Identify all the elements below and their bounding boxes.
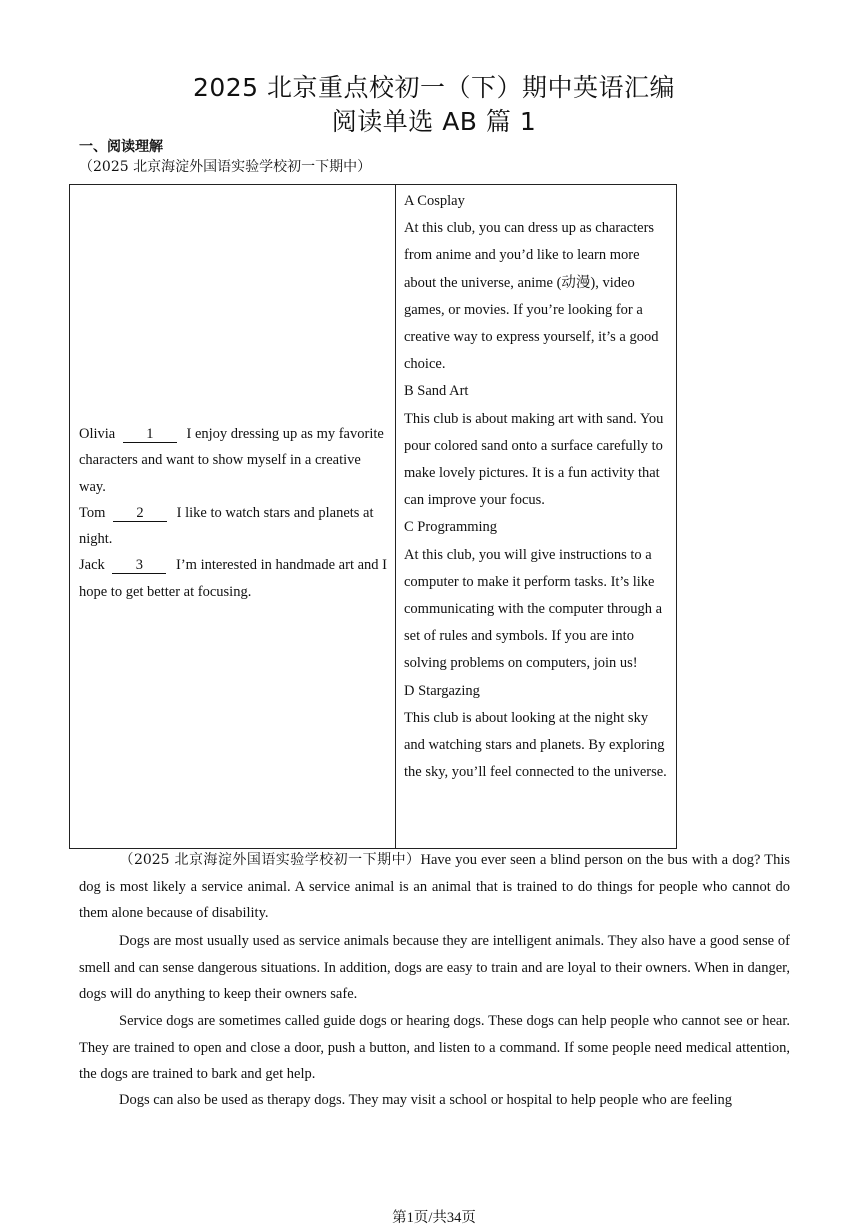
clubs-column bbox=[404, 188, 672, 786]
document-title-line1: 2025 北京重点校初一（下）期中英语汇编 bbox=[192, 73, 676, 102]
answer-blank: 3 bbox=[112, 557, 166, 574]
person-name: Olivia bbox=[79, 426, 116, 442]
club-heading: C Programming bbox=[404, 519, 498, 536]
club-heading: D Stargazing bbox=[404, 682, 480, 699]
answer-blank: 1 bbox=[123, 426, 177, 443]
document-title-line2: 阅读单选 AB 篇 1 bbox=[331, 107, 537, 136]
passage-source: （2025 北京海淀外国语实验学校初一下期中） bbox=[119, 852, 421, 868]
person-statement: I like to watch stars and planets at night. bbox=[79, 504, 374, 548]
club-entry bbox=[404, 188, 672, 378]
matching-table bbox=[69, 184, 677, 849]
person-entry bbox=[79, 421, 389, 500]
person-entry bbox=[79, 552, 389, 605]
passage-paragraph bbox=[79, 847, 790, 927]
people-column bbox=[79, 421, 389, 605]
club-entry bbox=[404, 514, 672, 677]
passage-paragraph bbox=[79, 1087, 790, 1114]
person-name: Tom bbox=[79, 504, 106, 521]
club-description: This club is about making art with sand. You pour colored sand onto a surface carefully to make lovely pictures. It is a fun activity that can improve your focus. bbox=[404, 410, 664, 509]
person-entry bbox=[79, 500, 389, 553]
person-statement: I’m interested in handmade art and I hope to get better at focusing. bbox=[79, 557, 387, 600]
question-source: （2025 北京海淀外国语实验学校初一下期中） bbox=[79, 159, 372, 175]
page-number: 第1页/共34页 bbox=[392, 1210, 476, 1226]
club-heading: A Cosplay bbox=[404, 193, 465, 209]
table-divider bbox=[395, 185, 396, 848]
club-heading: B Sand Art bbox=[404, 383, 469, 400]
club-description: At this club, you can dress up as characters from anime and you’d like to learn more about the universe, anime (动漫), video games, or movies. If you’re looking for a creative way to express yourself, it’s a good choice. bbox=[404, 220, 659, 373]
club-description: This club is about looking at the night sky and watching stars and planets. By exploring the sky, you’ll feel connected to the universe. bbox=[404, 709, 667, 781]
answer-blank: 2 bbox=[113, 505, 167, 522]
paragraph-text: Dogs can also be used as therapy dogs. They may visit a school or hospital to help people who are feeling bbox=[119, 1092, 733, 1108]
paragraph-text: Service dogs are sometimes called guide dogs or hearing dogs. These dogs can help people who cannot see or hear. They are trained to open and close a door, push a button, and listen to a command. If some people need medical attention, the dogs are trained to bark and get help. bbox=[79, 1013, 790, 1082]
club-entry bbox=[404, 378, 672, 514]
club-description: At this club, you will give instructions to a computer to make it perform tasks. It’s like communicating with the computer through a set of rules and symbols. If you are into solving problems on computers, join us! bbox=[404, 546, 663, 672]
paragraph-text: Have you ever seen a blind person on the bus with a dog? This dog is most likely a service animal. A service animal is an animal that is trained to do things for people who cannot do them alone because of disability. bbox=[79, 852, 791, 921]
person-statement: I enjoy dressing up as my favorite characters and want to show myself in a creative way. bbox=[79, 426, 384, 495]
passage-paragraph bbox=[79, 928, 790, 1008]
section-heading: 一、阅读理解 bbox=[79, 139, 163, 155]
paragraph-text: Dogs are most usually used as service animals because they are intelligent animals. They also have a good sense of smell and can sense dangerous situations. In addition, dogs are easy to train and are loyal to their owners. When in danger, dogs will do anything to keep their owners safe. bbox=[79, 933, 790, 1002]
person-name: Jack bbox=[79, 557, 105, 574]
club-entry bbox=[404, 678, 672, 787]
passage-paragraph bbox=[79, 1008, 790, 1088]
